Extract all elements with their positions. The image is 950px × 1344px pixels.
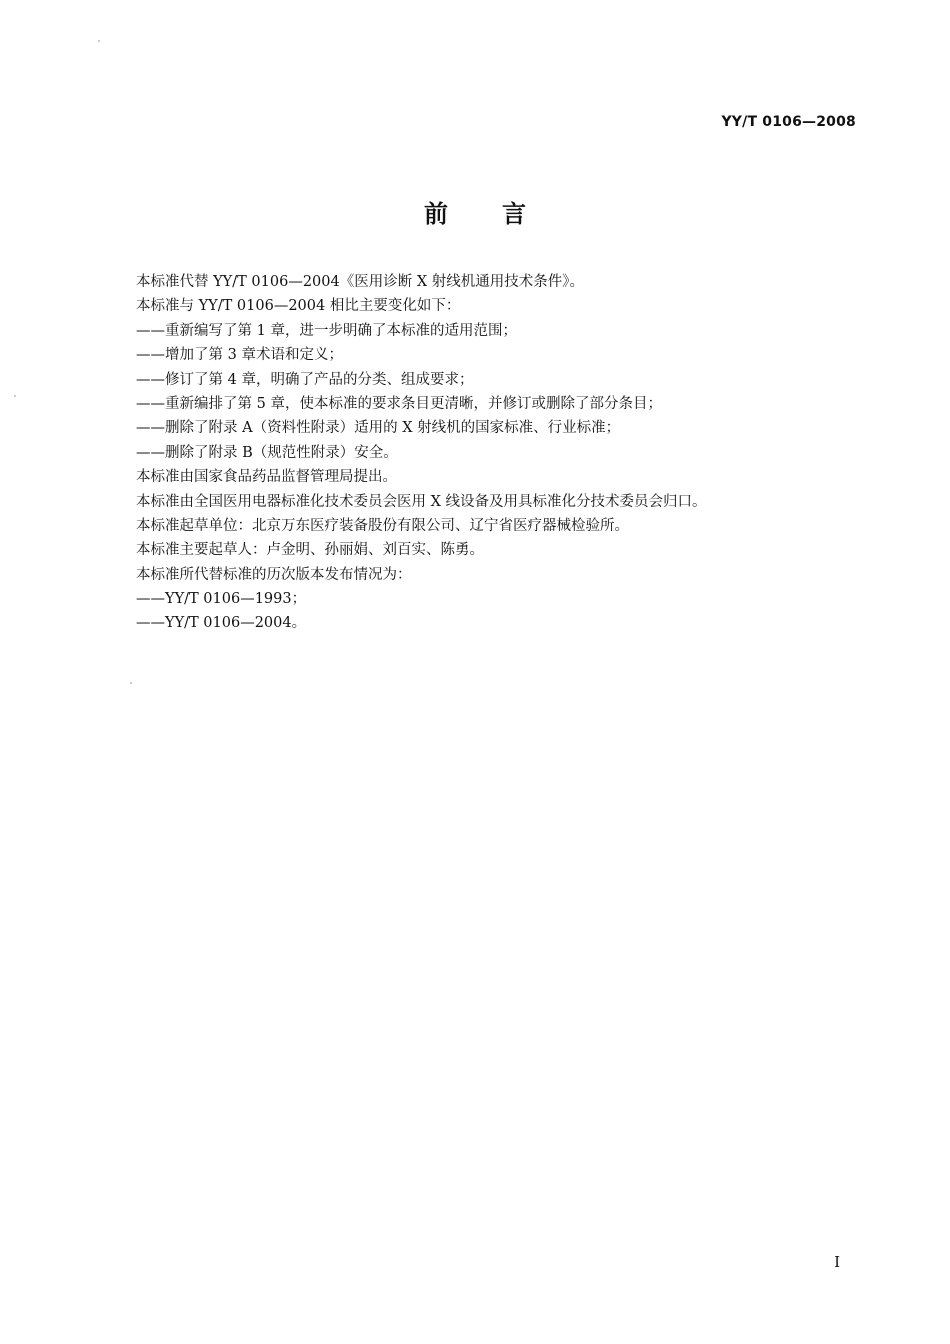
- standard-code: YY/T 0106—2008: [721, 114, 856, 130]
- page-title: [0, 194, 950, 229]
- foreword-line: ——重新编写了第 1 章，进一步明确了本标准的适用范围；: [136, 322, 517, 339]
- foreword-line: 本标准所代替标准的历次版本发布情况为：: [136, 566, 412, 583]
- title-char-2: 言: [502, 200, 526, 228]
- foreword-line: 本标准起草单位：北京万东医疗装备股份有限公司、辽宁省医疗器械检验所。: [136, 517, 629, 534]
- foreword-line: ——YY/T 0106—1993；: [136, 591, 307, 608]
- foreword-line: ——重新编排了第 5 章，使本标准的要求条目更清晰，并修订或删除了部分条目；: [136, 395, 662, 412]
- scan-speck: [98, 40, 100, 42]
- foreword-line: 本标准由全国医用电器标准化技术委员会医用 X 线设备及用具标准化分技术委员会归口。: [136, 493, 707, 510]
- foreword-line: 本标准主要起草人：卢金明、孙丽娟、刘百实、陈勇。: [136, 542, 484, 559]
- scan-speck: [130, 682, 132, 684]
- foreword-line: 本标准与 YY/T 0106—2004 相比主要变化如下：: [136, 298, 461, 315]
- title-char-1: 前: [424, 200, 448, 228]
- scan-speck: [14, 395, 16, 397]
- foreword-line: 本标准由国家食品药品监督管理局提出。: [136, 469, 397, 486]
- page-number: I: [834, 1253, 840, 1271]
- foreword-line: ——YY/T 0106—2004。: [136, 615, 307, 632]
- foreword-line: 本标准代替 YY/T 0106—2004《医用诊断 X 射线机通用技术条件》。: [136, 274, 585, 290]
- foreword-line: ——增加了第 3 章术语和定义；: [136, 347, 343, 364]
- foreword-line: ——删除了附录 B（规范性附录）安全。: [136, 444, 398, 461]
- foreword-line: ——删除了附录 A（资料性附录）适用的 X 射线机的国家标准、行业标准；: [136, 420, 621, 437]
- foreword-body: [136, 270, 836, 636]
- foreword-line: ——修订了第 4 章，明确了产品的分类、组成要求；: [136, 371, 474, 388]
